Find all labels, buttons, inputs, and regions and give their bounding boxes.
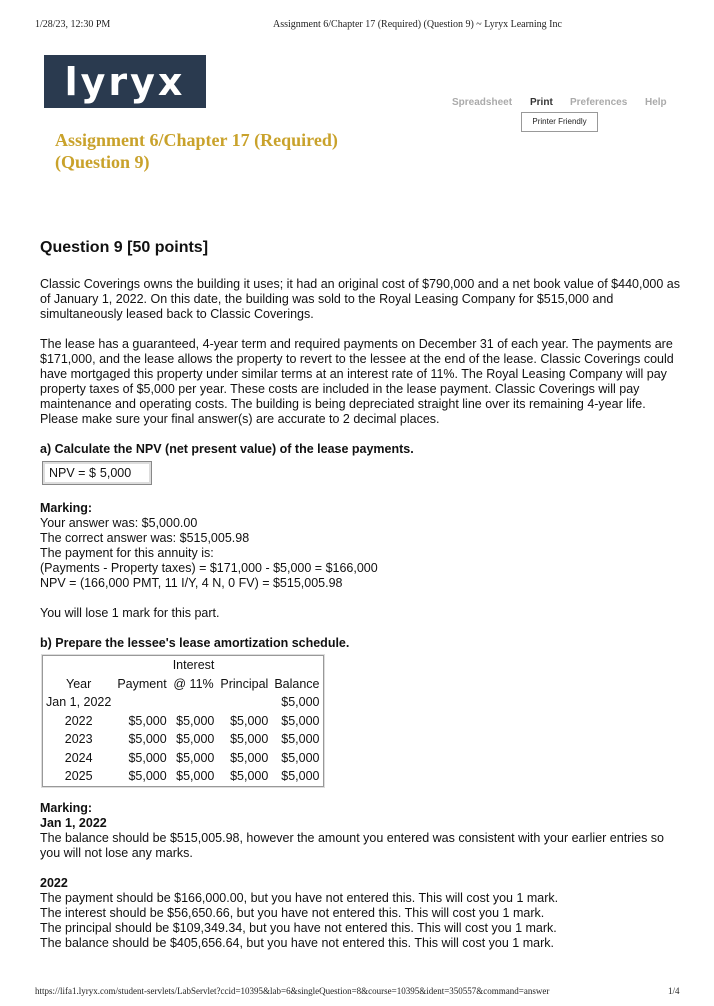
npv-label: NPV = $ bbox=[49, 465, 96, 480]
assignment-title-line2: (Question 9) bbox=[55, 152, 150, 172]
cell-balance[interactable]: $5,000 bbox=[281, 750, 320, 765]
cell-year: 2023 bbox=[64, 732, 93, 746]
marking-a-line: The payment for this annuity is: bbox=[40, 546, 214, 560]
marking-a-line: (Payments - Property taxes) = $171,000 - $5,000 = $166,000 bbox=[40, 561, 378, 575]
assignment-title bbox=[55, 129, 375, 173]
cell-year: 2025 bbox=[64, 769, 93, 783]
marking-b-2022-line: The balance should be $405,656.64, but you have not entered this. This will cost you 1 mark. bbox=[40, 935, 554, 950]
marking-b-2022-line: The payment should be $166,000.00, but you have not entered this. This will cost you 1 mark. bbox=[40, 890, 559, 905]
table-row bbox=[43, 767, 324, 786]
cell-interest[interactable]: $5,000 bbox=[176, 769, 215, 783]
marking-a-heading: Marking: bbox=[40, 501, 93, 515]
marking-a-line: Your answer was: $5,000.00 bbox=[40, 516, 198, 530]
header-interest-top: Interest bbox=[172, 658, 215, 672]
table-row bbox=[43, 749, 324, 768]
question-content bbox=[40, 240, 680, 951]
cell-payment[interactable]: $5,000 bbox=[128, 750, 167, 765]
marking-b-2022-line: The principal should be $109,349.34, but you have not entered this. This will cost you 1 mark. bbox=[40, 920, 557, 935]
cell-balance[interactable]: $5,000 bbox=[281, 732, 320, 746]
question-paragraph-1: Classic Coverings owns the building it uses; it had an original cost of $790,000 and a net book value of $440,000 as of January 1, 2022. On this date, the building was sold to the Royal Leasing Company for $515,000 and simultaneously leased back to Classic Coverings. bbox=[40, 277, 680, 321]
cell-principal[interactable]: $5,000 bbox=[230, 732, 269, 746]
marking-a-line: NPV = (166,000 PMT, 11 I/Y, 4 N, 0 FV) = $515,005.98 bbox=[40, 576, 343, 590]
table-row bbox=[43, 730, 324, 749]
cell-payment[interactable]: $5,000 bbox=[128, 769, 167, 783]
printer-friendly-button[interactable]: Printer Friendly bbox=[521, 112, 598, 132]
cell-principal[interactable]: $5,000 bbox=[230, 713, 269, 728]
table-header-top-row bbox=[43, 656, 324, 675]
npv-value: 5,000 bbox=[99, 465, 132, 480]
nav-help[interactable]: Help bbox=[645, 97, 667, 108]
header-principal: Principal bbox=[220, 676, 269, 691]
cell-interest[interactable]: $5,000 bbox=[176, 750, 215, 765]
cell-balance[interactable]: $5,000 bbox=[281, 695, 320, 709]
question-paragraph-2: The lease has a guaranteed, 4-year term and required payments on December 31 of each year. The payments are $171,000, and the lease allows the property to revert to the lessee at the end of the lease. Classic Coverings could have mortgaged this property under similar terms at an interest rate of 11%. The Royal Leasing Company will pay property taxes of $5,000 per year. These costs are included in the lease payment. Classic Coverings will pay maintenance and operating costs. The building is being depreciated straight line over its remaining 4-year life. Please make sure your final answer(s) are accurate to 2 decimal places. bbox=[40, 337, 674, 426]
cell-balance[interactable]: $5,000 bbox=[281, 769, 320, 783]
lyryx-logo[interactable] bbox=[44, 55, 206, 108]
logo-text: lyryx bbox=[64, 59, 186, 104]
npv-answer-box[interactable] bbox=[42, 461, 152, 485]
part-b-heading: b) Prepare the lessee's lease amortization schedule. bbox=[40, 636, 350, 650]
marking-a-lose-mark: You will lose 1 mark for this part. bbox=[40, 606, 220, 620]
print-page-number: 1/4 bbox=[668, 986, 680, 996]
cell-year: Jan 1, 2022 bbox=[46, 695, 112, 709]
part-a-heading: a) Calculate the NPV (net present value) of the lease payments. bbox=[40, 442, 414, 456]
nav-print[interactable]: Print bbox=[530, 97, 553, 108]
cell-payment[interactable]: $5,000 bbox=[128, 732, 167, 746]
cell-year: 2022 bbox=[64, 713, 93, 728]
print-url: https://lifa1.lyryx.com/student-servlets/LabServlet?ccid=10395&lab=6&singleQuestion=8&course=10395&ident=350557&command=answer bbox=[35, 986, 550, 996]
header-year: Year bbox=[66, 676, 92, 691]
cell-interest[interactable]: $5,000 bbox=[176, 713, 215, 728]
marking-b-jan-text: The balance should be $515,005.98, however the amount you entered was consistent with your earlier entries so you will not lose any marks. bbox=[40, 830, 664, 860]
cell-year: 2024 bbox=[64, 750, 93, 765]
header-interest: @ 11% bbox=[173, 676, 214, 691]
cell-balance[interactable]: $5,000 bbox=[281, 713, 320, 728]
marking-b-heading: Marking: bbox=[40, 800, 93, 815]
marking-b-2022-heading: 2022 bbox=[40, 875, 68, 890]
cell-interest[interactable]: $5,000 bbox=[176, 732, 215, 746]
nav-preferences[interactable]: Preferences bbox=[570, 97, 628, 108]
table-header-row bbox=[43, 675, 324, 694]
amortization-schedule-table bbox=[42, 655, 324, 787]
nav-spreadsheet[interactable]: Spreadsheet bbox=[452, 97, 513, 108]
cell-principal[interactable]: $5,000 bbox=[230, 750, 269, 765]
marking-a-line: The correct answer was: $515,005.98 bbox=[40, 531, 250, 545]
cell-principal[interactable]: $5,000 bbox=[230, 769, 269, 783]
header-balance: Balance bbox=[274, 676, 320, 691]
print-datetime: 1/28/23, 12:30 PM bbox=[35, 19, 111, 30]
marking-b-2022-line: The interest should be $56,650.66, but you have not entered this. This will cost you 1 mark. bbox=[40, 905, 545, 920]
print-doc-title: Assignment 6/Chapter 17 (Required) (Question 9) ~ Lyryx Learning Inc bbox=[273, 19, 562, 30]
question-heading: Question 9 [50 points] bbox=[40, 239, 209, 256]
assignment-title-line1: Assignment 6/Chapter 17 (Required) bbox=[55, 130, 338, 150]
cell-payment[interactable]: $5,000 bbox=[128, 713, 167, 728]
marking-b-jan-heading: Jan 1, 2022 bbox=[40, 815, 107, 830]
header-payment: Payment bbox=[117, 676, 167, 691]
table-row bbox=[43, 712, 324, 731]
table-row bbox=[43, 693, 324, 712]
